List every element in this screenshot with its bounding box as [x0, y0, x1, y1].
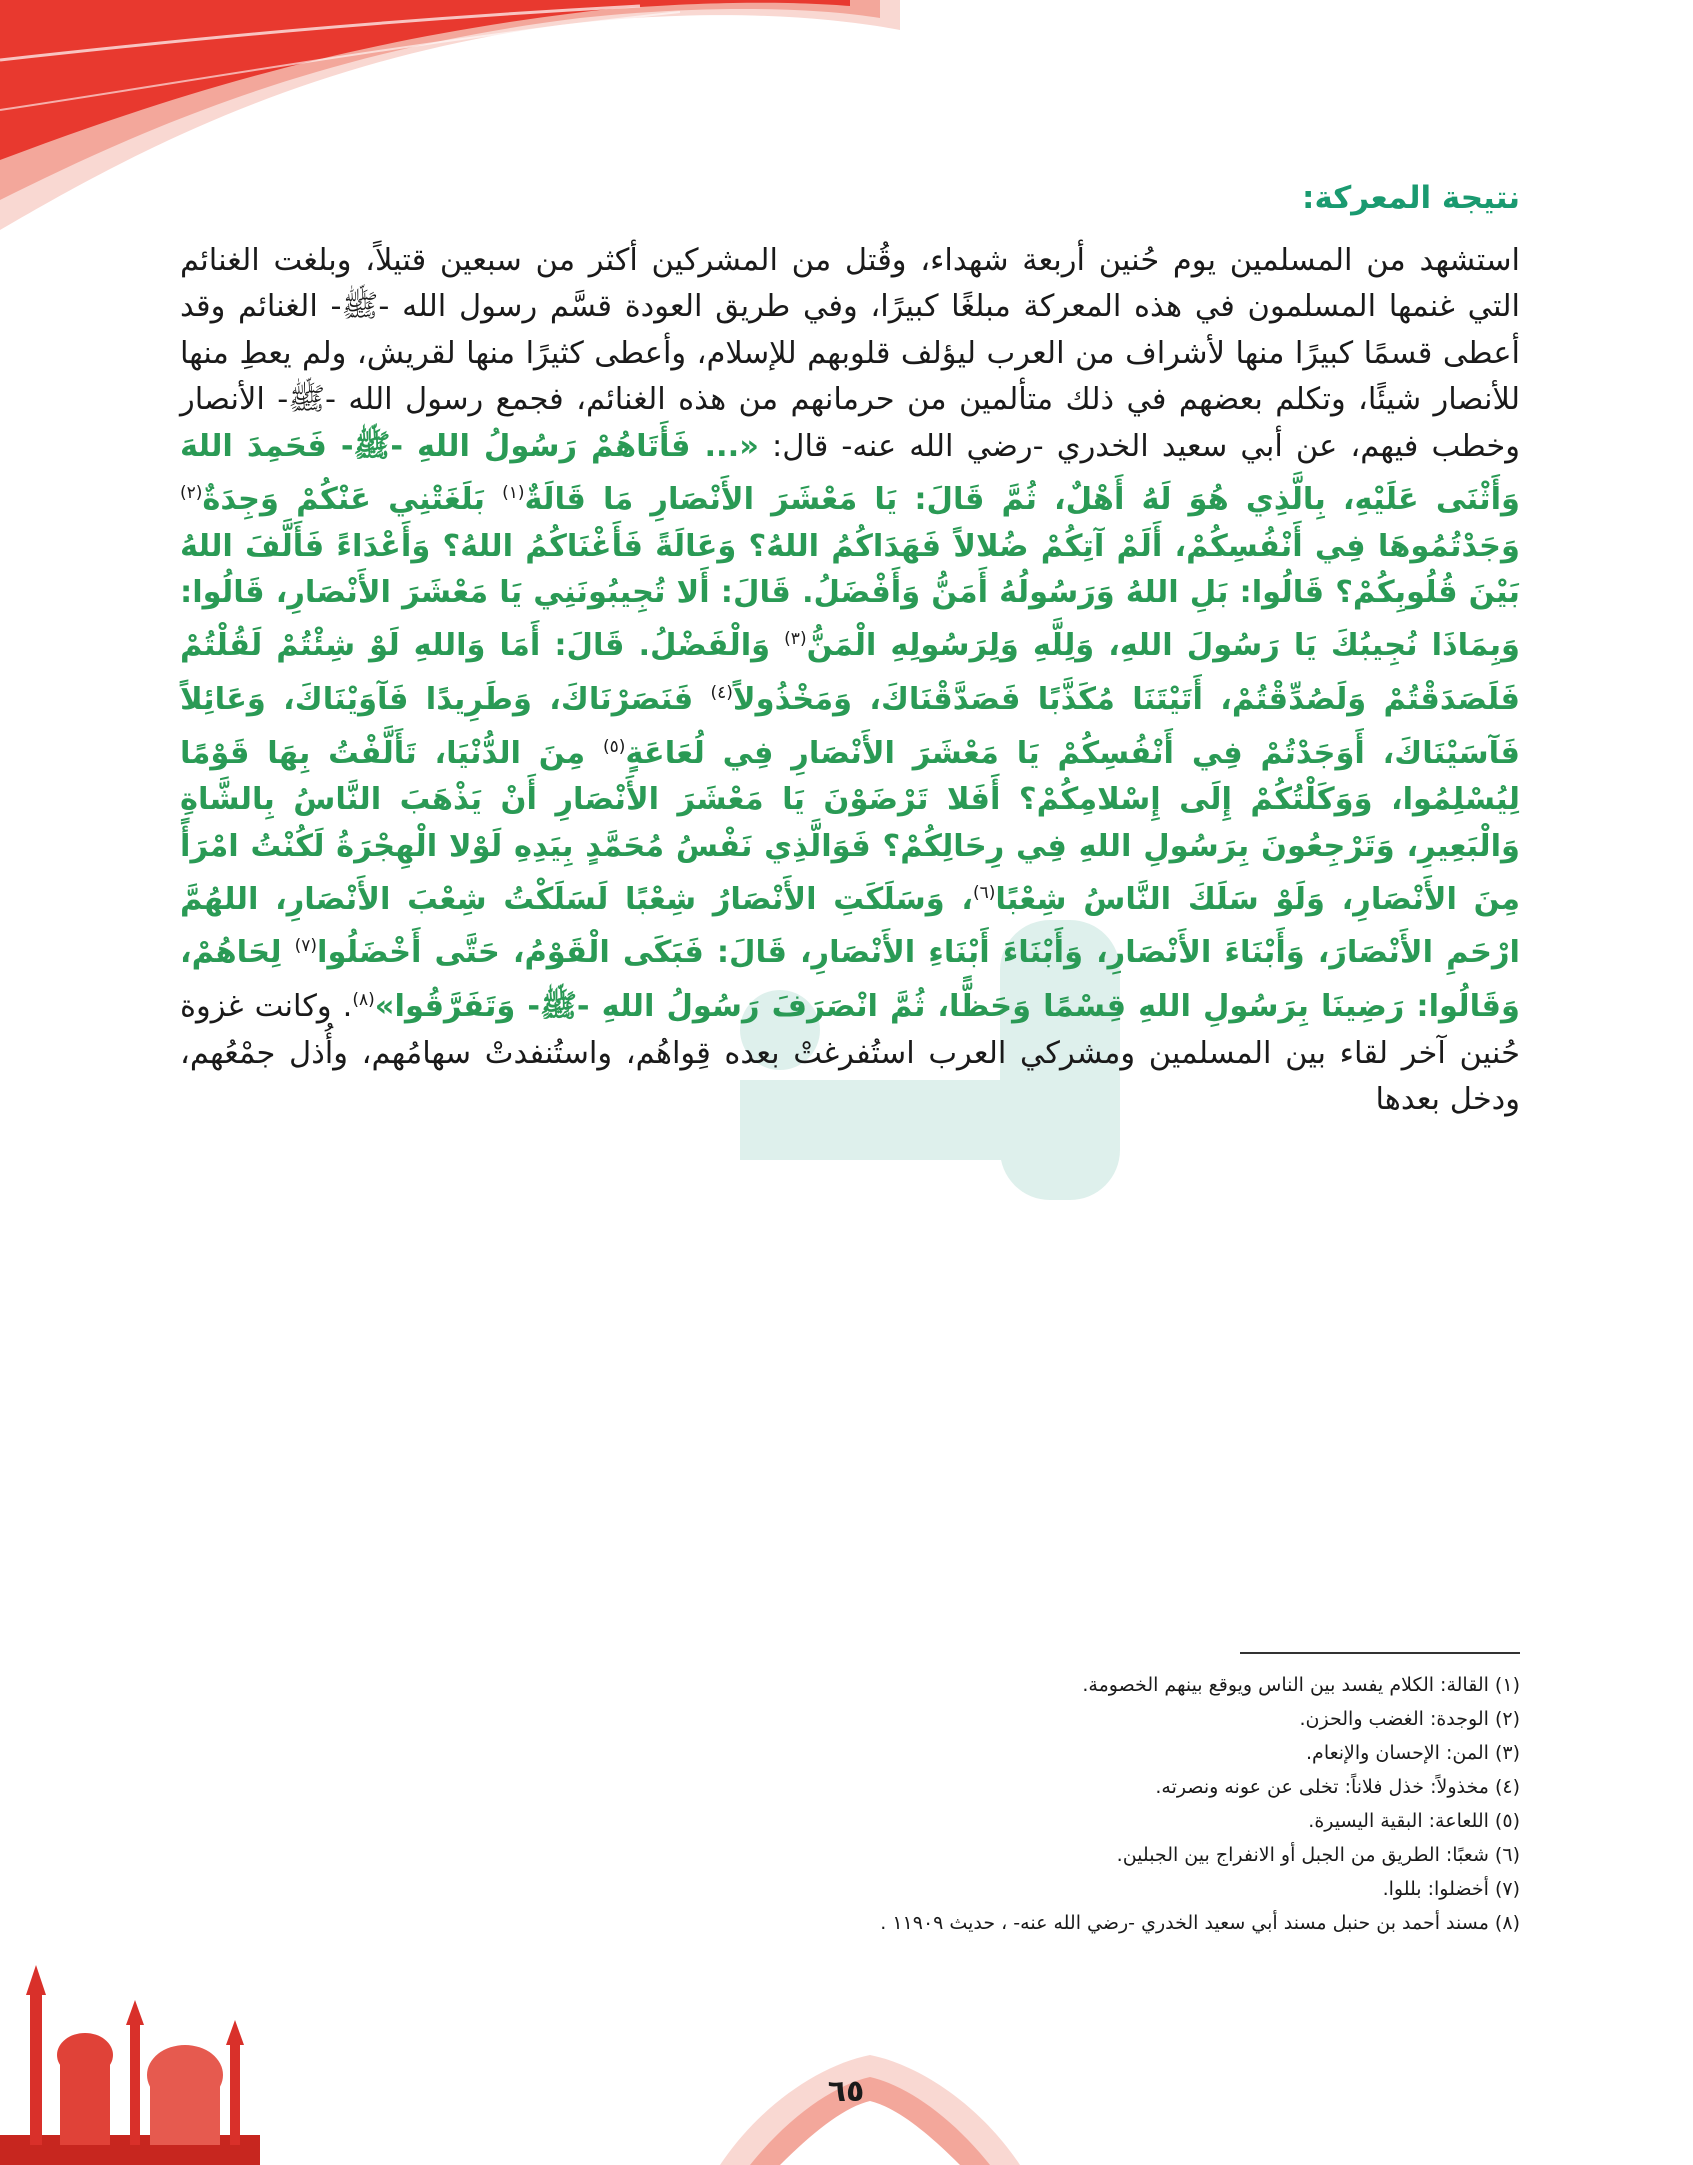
paragraph-outro: . وكانت غزوة حُنين آخر لقاء بين المسلمين ومشركي العرب استُفرغتْ بعده قِواهُم، واستُنفدتْ سهامُهم، وأُذل جمْعُهم، ودخل بعدها — [180, 989, 1520, 1117]
hadith-quote-part-5: فَنَصَرْنَاكَ، وَطَرِيدًا فَآوَيْنَاكَ، وَعَائِلاً فَآسَيْنَاكَ، أَوَجَدْتُمْ فِي أَنْفُسِكُمْ يَا مَعْشَرَ الأَنْصَارِ فِي لُعَاعَةٍ — [180, 682, 1520, 771]
paragraph-intro: استشهد من المسلمين يوم حُنين أربعة شهداء، وقُتل من المشركين أكثر من سبعين قتيلاً، وبلغت الغنائم التي غنمها المسلمون في هذه المعركة مبلغًا كبيرًا، وفي طريق العودة قسَّم رسول الله -ﷺ- الغنائم وقد أعطى قسمًا كبيرًا منها لأشراف من العرب ليؤلف قلوبهم للإسلام، وأعطى كثيرًا منها لقريش، ولم يعطِ منها للأنصار شيئًا، وتكلم بعضهم في ذلك متألمين من حرمانهم من هذه الغنائم، فجمع رسول الله -ﷺ- الأنصار وخطب فيهم، عن أبي سعيد الخدري -رضي الله عنه- قال: — [180, 243, 1520, 464]
footnote-ref-5: (٥) — [602, 736, 626, 757]
footnote-4: (٤) مخذولاً: خذل فلاناً: تخلى عن عونه ونصرته. — [1155, 1776, 1520, 1798]
hadith-quote-part-2: بَلَغَتْنِي عَنْكُمْ وَجِدَةٌ — [202, 482, 503, 518]
hadith-quote-part-4: وَالْفَضْلُ. قَالَ: أَمَا وَاللهِ لَوْ شِئْتُمْ لَقُلْتُمْ فَلَصَدَقْتُمْ وَلَصُدِّقْتُمْ، أَتَيْتَنَا مُكَذَّبًا فَصَدَّقْنَاكَ، وَمَخْذُولاً — [180, 628, 1520, 718]
footnote-ref-1: (١) — [502, 483, 525, 504]
footnote-ref-7: (٧) — [294, 936, 317, 957]
footnote-ref-8: (٨) — [352, 990, 375, 1011]
footnote-ref-4: (٤) — [710, 682, 733, 703]
footnote-ref-6: (٦) — [972, 882, 996, 903]
footnote-ref-2: (٢) — [180, 483, 203, 504]
footnote-5: (٥) اللعاعة: البقية اليسيرة. — [1308, 1810, 1520, 1832]
footnotes-list — [400, 1668, 1520, 1940]
footnote-ref-3: (٣) — [784, 629, 807, 650]
footnote-3: (٣) المن: الإحسان والإنعام. — [1306, 1742, 1520, 1764]
hadith-quote-part-8: لِحَاهُمْ، وَقَالُوا: رَضِينَا بِرَسُولِ اللهِ قِسْمًا وَحَظًّا، ثُمَّ انْصَرَفَ رَسُولُ اللهِ -ﷺ- وَتَفَرَّقُوا» — [180, 935, 1520, 1025]
hadith-quote-part-1: «... فَأَتَاهُمْ رَسُولُ اللهِ -ﷺ- فَحَمِدَ اللهَ وَأَثْنَى عَلَيْهِ، بِالَّذِي هُوَ لَهُ أَهْلٌ، ثُمَّ قَالَ: يَا مَعْشَرَ الأَنْصَارِ مَا قَالَةٌ — [180, 428, 1520, 518]
mosque-skyline-decoration — [0, 1935, 260, 2165]
page-number: ٦٥ — [827, 2074, 865, 2109]
footnote-8: (٨) مسند أحمد بن حنبل مسند أبي سعيد الخدري -رضي الله عنه- ، حديث ١١٩٠٩ . — [880, 1912, 1520, 1934]
footnote-divider — [1240, 1652, 1520, 1654]
body-paragraph — [180, 238, 1520, 1123]
footnote-7: (٧) أخضلوا: بللوا. — [1382, 1878, 1520, 1900]
hadith-quote-part-6: مِنَ الدُّنْيَا، تَأَلَّفْتُ بِهَا قَوْمًا لِيُسْلِمُوا، وَوَكَلْتُكُمْ إِلَى إِسْلامِكُمْ؟ أَفَلا تَرْضَوْنَ يَا مَعْشَرَ الأَنْصَارِ أَنْ يَذْهَبَ النَّاسُ بِالشَّاةِ وَالْبَعِيرِ، وَتَرْجِعُونَ بِرَسُولِ اللهِ فِي رِحَالِكُمْ؟ فَوَالَّذِي نَفْسُ مُحَمَّدٍ بِيَدِهِ لَوْلا الْهِجْرَةُ لَكُنْتُ امْرَأً مِنَ الأَنْصَارِ، وَلَوْ سَلَكَ النَّاسُ شِعْبًا — [180, 735, 1520, 918]
footnote-1: (١) القالة: الكلام يفسد بين الناس ويوقع بينهم الخصومة. — [1082, 1674, 1520, 1696]
hadith-quote-part-7: ، وَسَلَكَتِ الأَنْصَارُ شِعْبًا لَسَلَكْتُ شِعْبَ الأَنْصَارِ، اللهُمَّ ارْحَمِ الأَنْصَارَ، وَأَبْنَاءَ الأَنْصَارِ، وَأَبْنَاءَ أَبْنَاءِ الأَنْصَارِ، قَالَ: فَبَكَى الْقَوْمُ، حَتَّى أَخْضَلُوا — [180, 882, 1520, 971]
main-content — [180, 170, 1520, 1123]
hadith-quote-part-3: وَجَدْتُمُوهَا فِي أَنْفُسِكُمْ، أَلَمْ آتِكُمْ ضُلالاً فَهَدَاكُمُ اللهُ؟ وَعَالَةً فَأَغْنَاكُمُ اللهُ؟ وَأَعْدَاءً فَأَلَّفَ اللهُ بَيْنَ قُلُوبِكُمْ؟ قَالُوا: بَلِ اللهُ وَرَسُولُهُ أَمَنُّ وَأَفْضَلُ. قَالَ: أَلا تُجِيبُونَنِي يَا مَعْشَرَ الأَنْصَارِ، قَالُوا: وَبِمَاذَا نُجِيبُكَ يَا رَسُولَ اللهِ، وَلِلَّهِ وَلِرَسُولِهِ الْمَنُّ — [180, 528, 1520, 664]
footnote-2: (٢) الوجدة: الغضب والحزن. — [1299, 1708, 1520, 1730]
section-heading: نتيجة المعركة: — [1302, 180, 1520, 216]
footnote-6: (٦) شعبًا: الطريق من الجبل أو الانفراج بين الجبلين. — [1116, 1844, 1520, 1866]
